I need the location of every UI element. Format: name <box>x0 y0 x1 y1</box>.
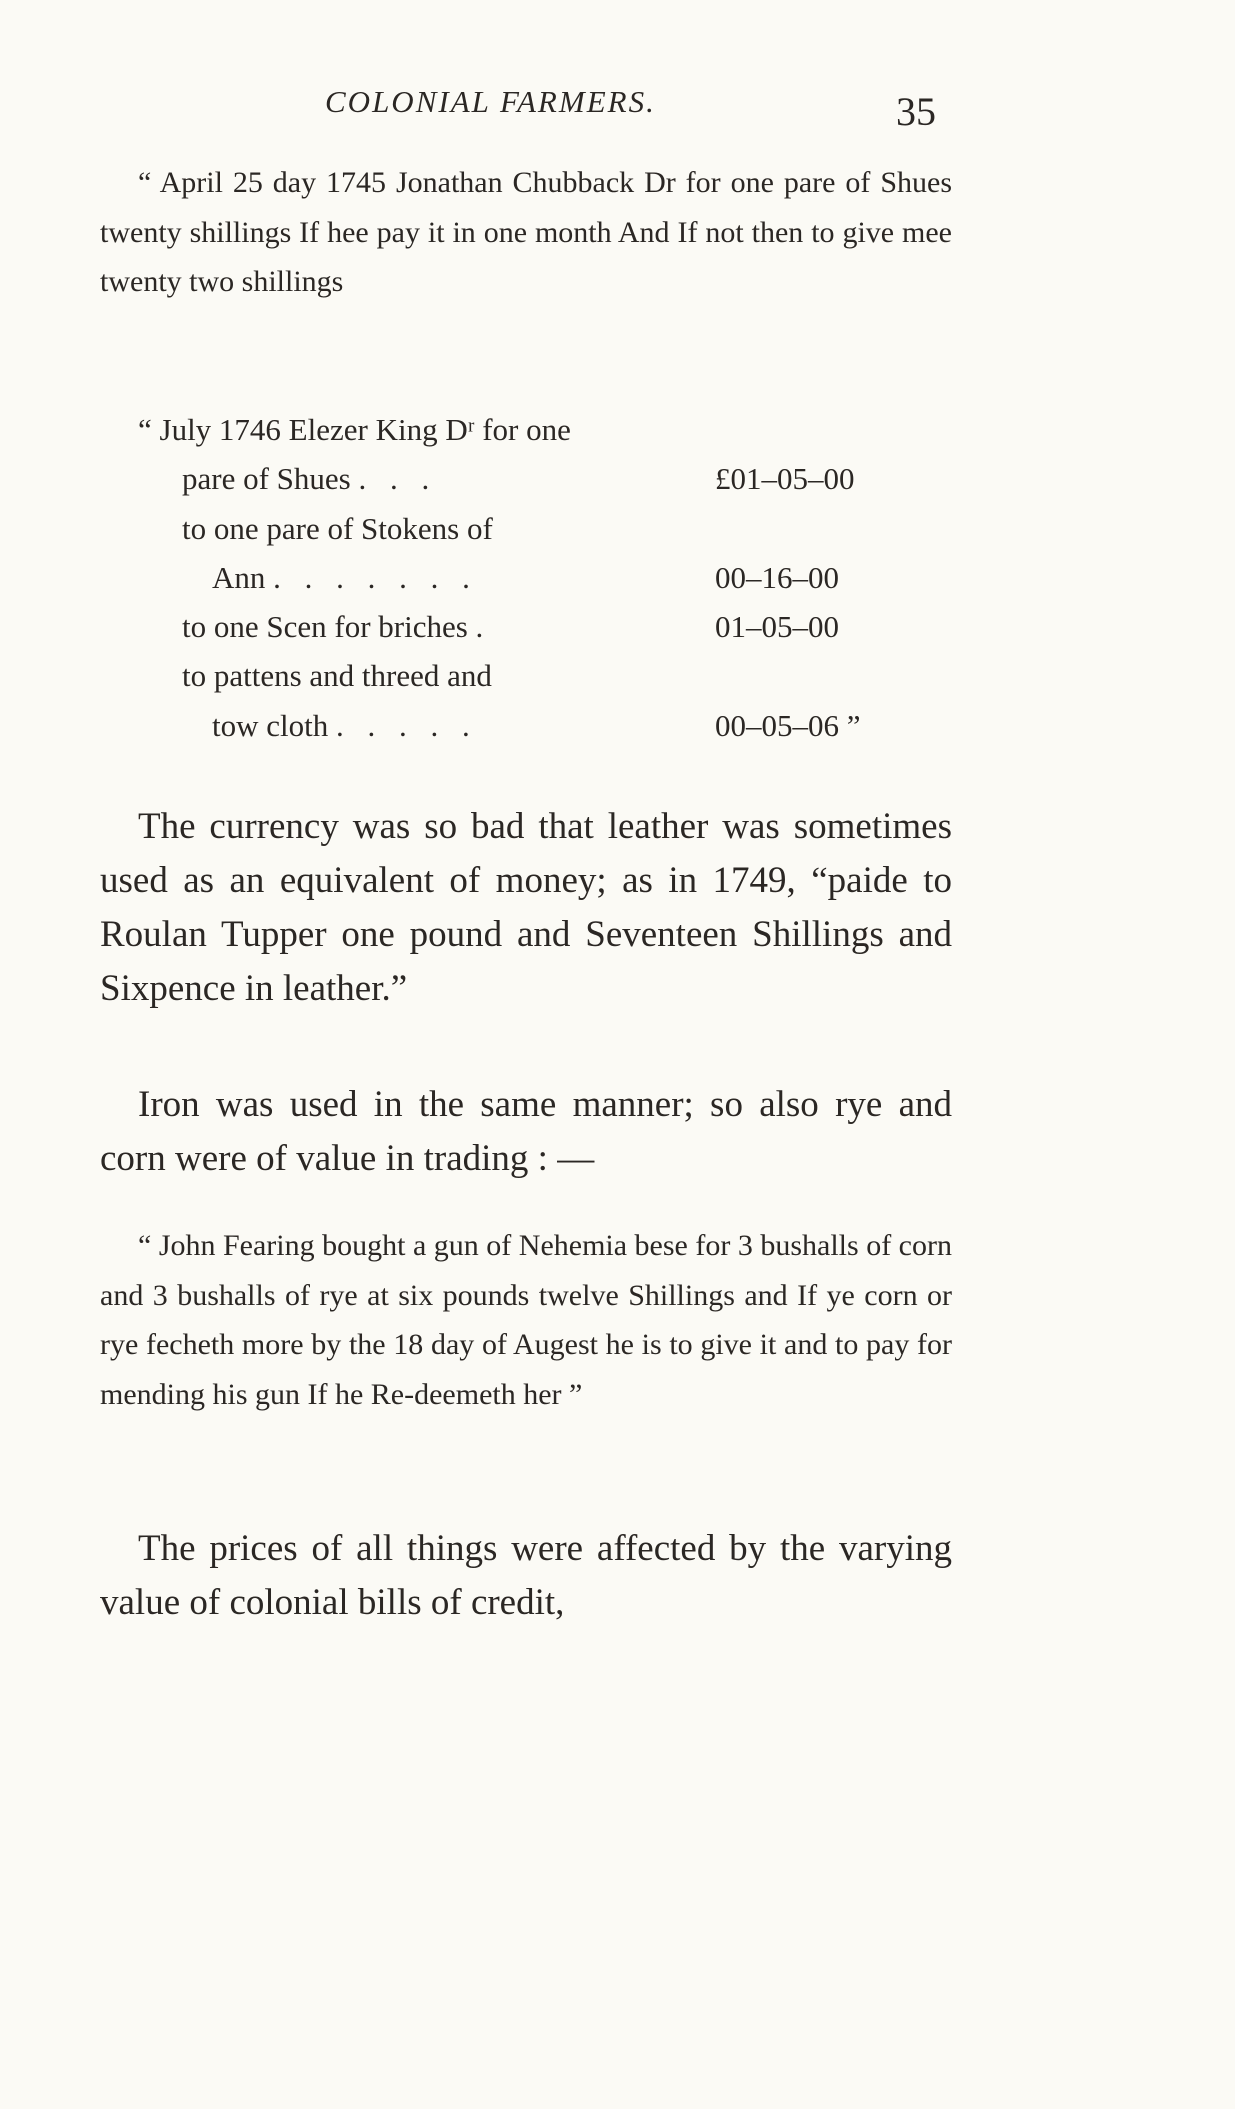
running-head: COLONIAL FARMERS. <box>325 84 656 119</box>
ledger-item <box>100 454 715 503</box>
leader-dots: . . . <box>358 461 438 497</box>
ledger-row <box>100 553 952 602</box>
ledger-row <box>100 651 952 700</box>
ledger-amount <box>715 504 952 553</box>
ledger-item <box>100 602 715 651</box>
page-number: 35 <box>896 89 936 134</box>
quote-fearing <box>100 1221 952 1419</box>
ledger-item-label: to one Scen for briches <box>182 609 468 645</box>
ledger-head: “ July 1746 Elezer King Dʳ for one <box>138 412 571 447</box>
paragraph-currency-text: The currency was so bad that leather was sometimes used as an equivalent of money; as in 1749, “paide to Roulan Tupper one pound and Seventeen Shillings and Sixpence in leather.” <box>100 806 952 1009</box>
leader-dots: . . . . . <box>336 707 478 743</box>
ledger-amount: £01–05–00 <box>715 461 855 497</box>
ledger-item-label: pare of Shues <box>182 461 351 497</box>
paragraph-iron-text: Iron was used in the same manner; so also rye and corn were of value in trading : — <box>100 1084 952 1179</box>
ledger-amount: 00–05–06 ” <box>715 707 861 743</box>
ledger-rows <box>100 454 952 750</box>
ledger-amount <box>715 651 952 700</box>
quote-fearing-text: “ John Fearing bought a gun of Nehemia bese for 3 bushalls of corn and 3 bushalls of rye at six pounds twelve Shillings and If ye corn or rye fecheth more by the 18 day of Augest he is to give it and to pay for mending his gun If he Re-deemeth her ” <box>100 1229 952 1411</box>
ledger-row <box>100 504 952 553</box>
ledger-item-label: to pattens and threed and <box>182 658 492 694</box>
paragraph-iron <box>100 1078 952 1186</box>
paragraph-prices-text: The prices of all things were affected by the varying value of colonial bills of credit, <box>100 1528 952 1623</box>
paragraph-prices <box>100 1522 952 1630</box>
ledger-row <box>100 602 952 651</box>
quote-1745-text: “ April 25 day 1745 Jonathan Chubback Dr for one pare of Shues twenty shillings If hee pay it in one month And If not then to give mee twenty two shillings <box>100 166 952 298</box>
quote-1745 <box>100 158 952 307</box>
ledger-item <box>100 553 715 602</box>
ledger-item-label: to one pare of Stokens of <box>182 510 493 546</box>
ledger-item <box>100 651 715 700</box>
ledger-item-label: Ann <box>212 559 266 595</box>
ledger-item <box>100 701 715 750</box>
ledger-row <box>100 701 952 750</box>
ledger-item <box>100 504 715 553</box>
leader-dots: . . . . . . . <box>273 559 478 595</box>
ledger-row <box>100 454 952 503</box>
ledger-amount: 01–05–00 <box>715 609 839 645</box>
ledger-item-label: tow cloth <box>212 707 329 743</box>
ledger-amount: 00–16–00 <box>715 559 839 595</box>
leader-dots: . <box>475 609 492 645</box>
paragraph-currency <box>100 800 952 1016</box>
ledger-1746 <box>100 405 952 750</box>
